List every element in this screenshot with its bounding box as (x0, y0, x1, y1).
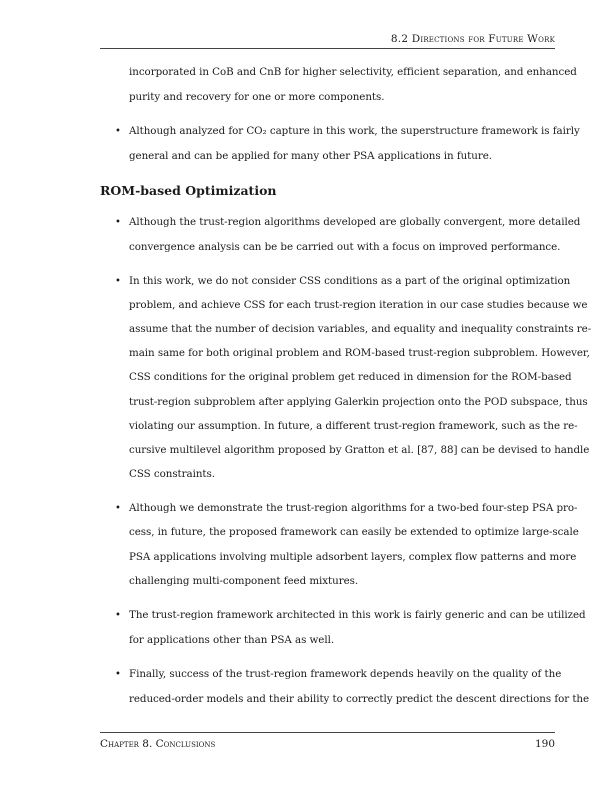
bullet-icon: • (115, 669, 121, 680)
continuation-line: purity and recovery for one or more components. (129, 91, 385, 103)
bullet-line: CSS conditions for the original problem get reduced in dimension for the ROM-based (129, 371, 572, 383)
bullet-line: Although analyzed for CO₂ capture in this work, the superstructure framework is fairly (129, 125, 580, 137)
running-head: 8.2 Directions for Future Work (390, 33, 555, 45)
bullet-line: convergence analysis can be be carried out with a focus on improved performance. (129, 241, 561, 253)
bullet-icon: • (115, 610, 121, 621)
bullet-icon: • (115, 217, 121, 228)
bullet-line: Finally, success of the trust-region framework depends heavily on the quality of the (129, 668, 562, 680)
bullet-line: cursive multilevel algorithm proposed by Gratton et al. [87, 88] can be devised to handle (129, 444, 590, 456)
bullet-line: Although we demonstrate the trust-region algorithms for a two-bed four-step PSA pro- (129, 502, 578, 514)
footer-rule (100, 732, 555, 733)
bullet-icon: • (115, 503, 121, 514)
bullet-line: cess, in future, the proposed framework can easily be extended to optimize large-scale (129, 526, 579, 538)
bullet-line: assume that the number of decision variables, and equality and inequality constraints re- (129, 323, 592, 335)
header-rule (100, 48, 555, 49)
bullet-line: reduced-order models and their ability to correctly predict the descent directions for the (129, 693, 590, 705)
bullet-line: The trust-region framework architected in this work is fairly generic and can be utilized (129, 609, 586, 621)
continuation-line: incorporated in CoB and CnB for higher selectivity, efficient separation, and enhanced (129, 66, 577, 78)
section-heading: ROM-based Optimization (100, 183, 277, 198)
bullet-line: problem, and achieve CSS for each trust-region iteration in our case studies because we (129, 299, 588, 311)
bullet-line: for applications other than PSA as well. (129, 634, 335, 646)
bullet-line: trust-region subproblem after applying Galerkin projection onto the POD subspace, thus (129, 396, 588, 408)
bullet-line: main same for both original problem and ROM-based trust-region subproblem. However, (129, 347, 590, 359)
page-number: 190 (534, 738, 555, 750)
footer-chapter: Chapter 8. Conclusions (100, 738, 216, 750)
bullet-line: Although the trust-region algorithms developed are globally convergent, more detailed (129, 216, 581, 228)
bullet-line: general and can be applied for many other PSA applications in future. (129, 150, 492, 162)
bullet-icon: • (115, 126, 121, 137)
bullet-icon: • (115, 276, 121, 287)
bullet-line: CSS constraints. (129, 468, 215, 480)
bullet-line: PSA applications involving multiple adsorbent layers, complex flow patterns and more (129, 551, 577, 563)
bullet-line: In this work, we do not consider CSS conditions as a part of the original optimization (129, 275, 571, 287)
bullet-line: challenging multi-component feed mixtures. (129, 575, 359, 587)
bullet-line: violating our assumption. In future, a different trust-region framework, such as the re- (129, 420, 578, 432)
